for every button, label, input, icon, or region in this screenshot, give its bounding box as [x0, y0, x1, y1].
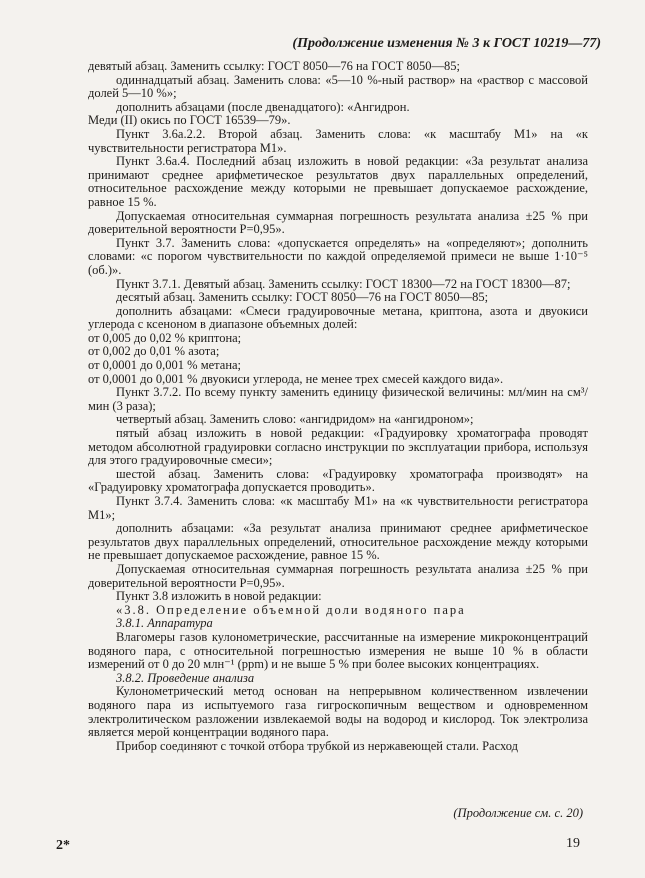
paragraph: четвертый абзац. Заменить слово: «ангидридом» на «ангидроном»; — [116, 412, 474, 427]
paragraph: дополнить абзацами: «За результат анализа принимают среднее арифметическое результатов двух параллельных определений, относительное расхождение между которыми не превышает допускаемое расхождение, равное 15 %. — [88, 521, 588, 563]
paragraph: Пункт 3.7.1. Девятый абзац. Заменить ссылку: ГОСТ 18300—72 на ГОСТ 18300—87; — [116, 276, 571, 291]
paragraph: Меди (II) окись по ГОСТ 16539—79». — [88, 113, 291, 128]
paragraph: Пункт 3.7.2. По всему пункту заменить единицу физической величины: мл/мин на см³/мин (3 раза); — [88, 385, 588, 413]
continuation-note: (Продолжение см. с. 20) — [453, 806, 583, 820]
document-body — [88, 60, 588, 753]
paragraph: Пункт 3.7.4. Заменить слова: «к масштабу М1» на «к чувствительности регистратора М1»; — [88, 494, 588, 522]
paragraph: десятый абзац. Заменить ссылку: ГОСТ 8050—76 на ГОСТ 8050—85; — [116, 290, 489, 305]
page-header: (Продолжение изменения № 3 к ГОСТ 10219—77) — [292, 36, 601, 51]
paragraph: Пункт 3.6а.2.2. Второй абзац. Заменить слова: «к масштабу М1» на «к чувствительности регистратора М1». — [88, 126, 588, 155]
paragraph: Кулонометрический метод основан на непрерывном количественном извлечении водяного пара из испытуемого газа гигроскопичным веществом и одновременном электролитическом разложении извлекаемой воды на водород и кислород. Ток электролиза является мерой концентрации водяного пара. — [88, 684, 588, 740]
paragraph: от 0,002 до 0,01 % азота; — [88, 344, 220, 359]
paragraph: от 0,0001 до 0,001 % двуокиси углерода, не менее трех смесей каждого вида». — [88, 371, 504, 386]
paragraph: Пункт 3.6а.4. Последний абзац изложить в новой редакции: «За результат анализа принимают среднее арифметическое результатов двух параллельных определений, относительное расхождение между которыми не превышает допускаемое расхождение, равное 15 %. — [88, 154, 588, 209]
paragraph: Влагомеры газов кулонометрические, рассчитанные на измерение микроконцентраций водяного пара, с относительной погрешностью измерения не выше 10 % в области измерений от 0 до 20 млн⁻¹ (ppm) и не выше 5 % при более высоких концентрациях. — [88, 629, 588, 672]
paragraph: одиннадцатый абзац. Заменить слова: «5—10 %-ный раствор» на «раствор с массовой долей 5—10 %»; — [88, 72, 588, 101]
paragraph: Пункт 3.8 изложить в новой редакции: — [116, 589, 322, 604]
page-number: 19 — [566, 836, 580, 851]
subsection-title: 3.8.2. Проведение анализа — [116, 670, 255, 685]
paragraph: Прибор соединяют с точкой отбора трубкой из нержавеющей стали. Расход — [116, 738, 518, 753]
signature-mark: 2* — [56, 838, 70, 853]
paragraph: девятый абзац. Заменить ссылку: ГОСТ 8050—76 на ГОСТ 8050—85; — [88, 59, 460, 73]
section-title: «3.8. Определение объемной доли водяного пара — [116, 602, 466, 617]
paragraph: от 0,005 до 0,02 % криптона; — [88, 330, 242, 345]
paragraph: пятый абзац изложить в новой редакции: «Градуировку хроматографа проводят методом абсолютной градуировки согласно инструкции по эксплуатации прибора, используя для этого градуировочные смеси»; — [88, 426, 588, 468]
paragraph: шестой абзац. Заменить слова: «Градуировку хроматографа производят» на «Градуировку хроматографа допускается проводить». — [88, 466, 588, 495]
paragraph: Пункт 3.7. Заменить слова: «допускается определять» на «определяют»; дополнить словами: «с порогом чувствительности по каждой определяемой примеси не выше 1·10⁻⁵ (об.)». — [88, 235, 588, 277]
paragraph: дополнить абзацами: «Смеси градуировочные метана, криптона, азота и двуокиси углерода с ксеноном в диапазоне объемных долей: — [88, 303, 588, 332]
paragraph: от 0,0001 до 0,001 % метана; — [88, 358, 242, 373]
paragraph: Допускаемая относительная суммарная погрешность результата анализа ±25 % при доверительной вероятности P=0,95». — [88, 208, 588, 237]
subsection-title: 3.8.1. Аппаратура — [116, 616, 213, 631]
paragraph: Допускаемая относительная суммарная погрешность результата анализа ±25 % при доверительной вероятности P=0,95». — [88, 561, 588, 590]
paragraph: дополнить абзацами (после двенадцатого): «Ангидрон. — [116, 99, 410, 114]
